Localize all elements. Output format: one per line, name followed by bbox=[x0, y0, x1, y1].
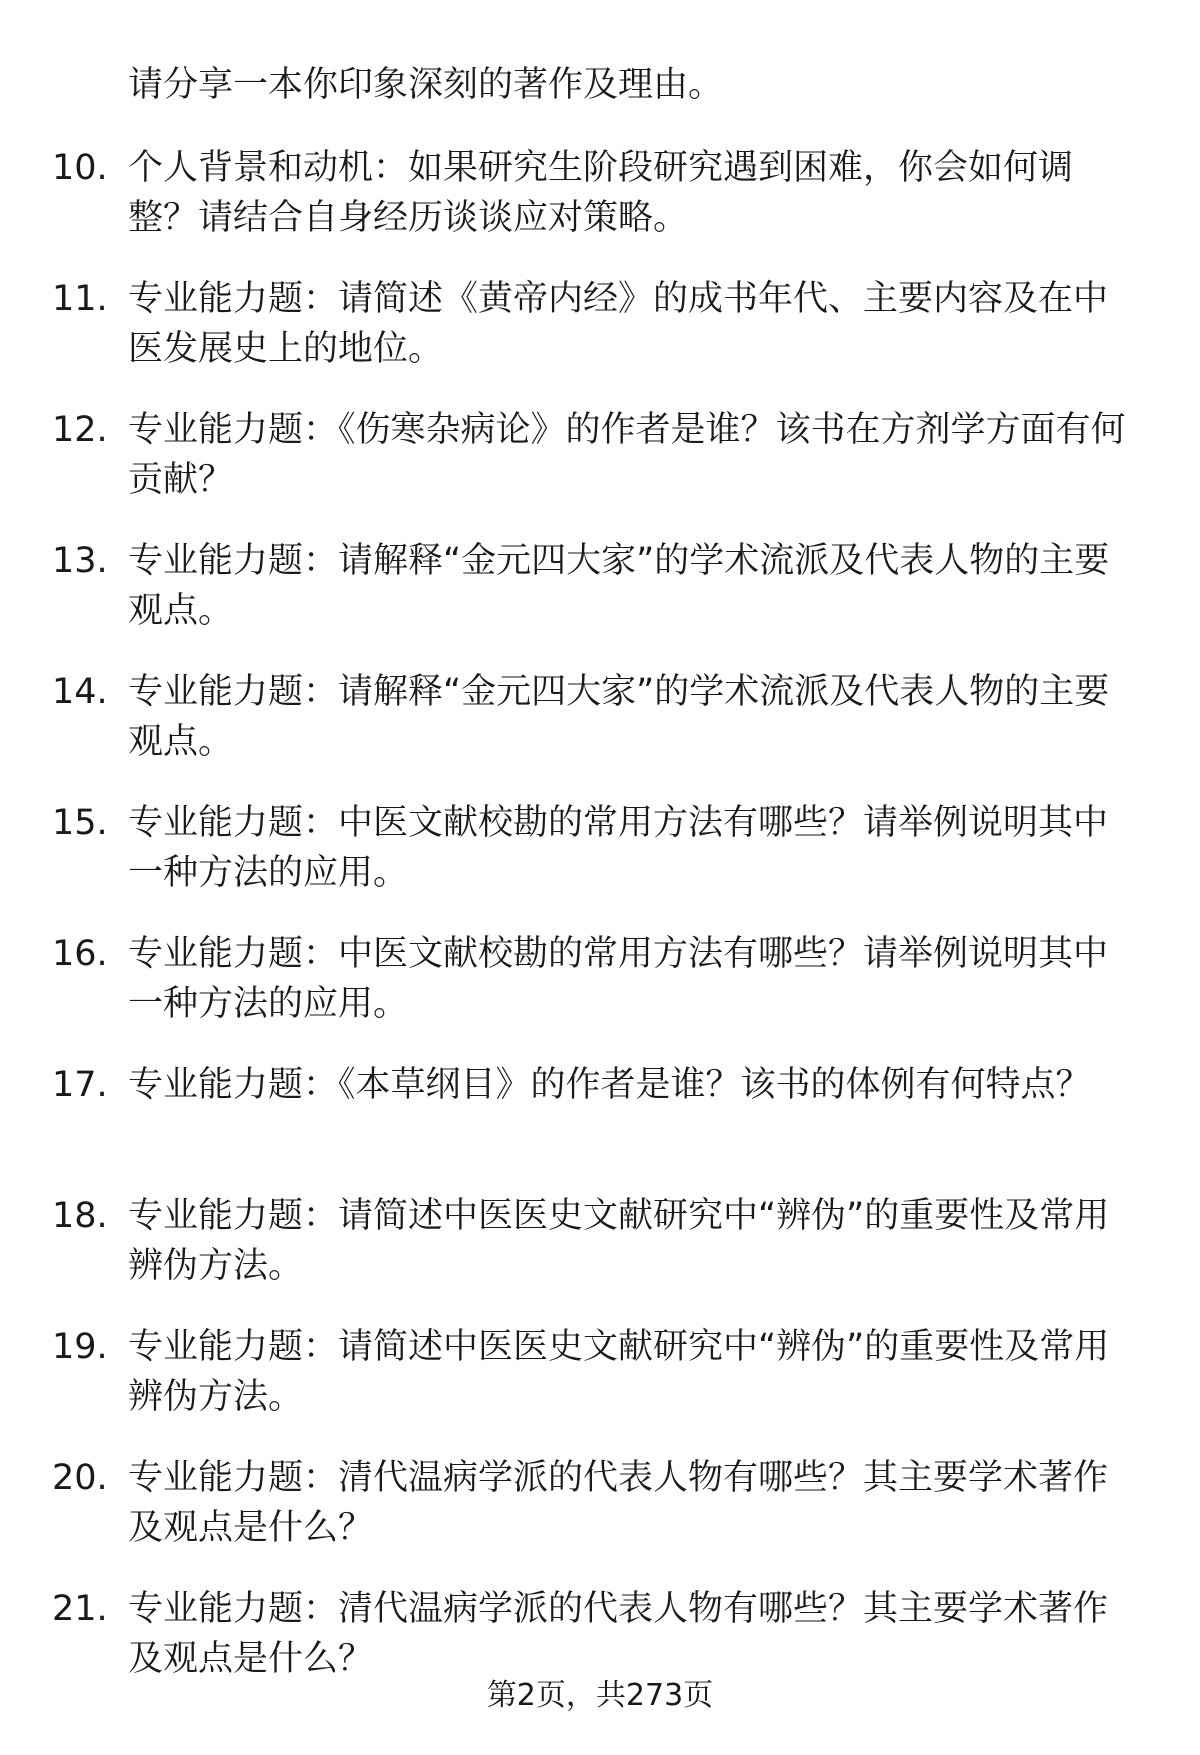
item-text: 专业能力题：清代温病学派的代表人物有哪些？其主要学术著作及观点是什么？ bbox=[128, 1458, 1109, 1548]
item-number: 16. bbox=[52, 934, 108, 974]
item-number: 14. bbox=[52, 672, 108, 712]
item-number: 21. bbox=[52, 1589, 108, 1629]
item-text: 专业能力题：请简述中医医史文献研究中“辨伪”的重要性及常用辨伪方法。 bbox=[128, 1196, 1110, 1286]
item-text: 个人背景和动机：如果研究生阶段研究遇到困难，你会如何调整？请结合自身经历谈谈应对策略。 bbox=[128, 148, 1074, 238]
list-item bbox=[0, 274, 1200, 405]
list-item bbox=[0, 798, 1200, 929]
list-item bbox=[0, 143, 1200, 274]
item-text: 专业能力题：中医文献校勘的常用方法有哪些？请举例说明其中一种方法的应用。 bbox=[128, 803, 1109, 893]
item-number: 12. bbox=[52, 410, 108, 450]
item-number: 17. bbox=[52, 1065, 108, 1105]
item-text: 专业能力题：《伤寒杂病论》的作者是谁？该书在方剂学方面有何贡献？ bbox=[128, 410, 1126, 500]
list-item bbox=[0, 1322, 1200, 1453]
question-list bbox=[0, 143, 1200, 1715]
item-number: 20. bbox=[52, 1458, 108, 1498]
continuation-text: 请分享一本你印象深刻的著作及理由。 bbox=[128, 65, 724, 105]
item-text: 专业能力题：请简述中医医史文献研究中“辨伪”的重要性及常用辨伪方法。 bbox=[128, 1327, 1110, 1417]
list-item bbox=[0, 667, 1200, 798]
list-item bbox=[0, 405, 1200, 536]
item-number: 18. bbox=[52, 1196, 108, 1236]
item-text: 专业能力题：请解释“金元四大家”的学术流派及代表人物的主要观点。 bbox=[128, 541, 1110, 631]
item-text: 专业能力题：请简述《黄帝内经》的成书年代、主要内容及在中医发展史上的地位。 bbox=[128, 279, 1109, 369]
item-number: 13. bbox=[52, 541, 108, 581]
item-number: 10. bbox=[52, 148, 108, 188]
list-item bbox=[0, 1060, 1200, 1191]
item-text: 专业能力题：《本草纲目》的作者是谁？该书的体例有何特点？ bbox=[128, 1065, 1091, 1105]
item-text: 专业能力题：中医文献校勘的常用方法有哪些？请举例说明其中一种方法的应用。 bbox=[128, 934, 1109, 1024]
page-footer: 第2页，共273页 bbox=[486, 1678, 714, 1713]
item-text: 专业能力题：清代温病学派的代表人物有哪些？其主要学术著作及观点是什么？ bbox=[128, 1589, 1109, 1679]
list-item bbox=[0, 1191, 1200, 1322]
list-item bbox=[0, 929, 1200, 1060]
item-number: 11. bbox=[52, 279, 108, 319]
list-item bbox=[0, 1453, 1200, 1584]
item-number: 19. bbox=[52, 1327, 108, 1367]
item-number: 15. bbox=[52, 803, 108, 843]
list-item bbox=[0, 536, 1200, 667]
item-text: 专业能力题：请解释“金元四大家”的学术流派及代表人物的主要观点。 bbox=[128, 672, 1110, 762]
